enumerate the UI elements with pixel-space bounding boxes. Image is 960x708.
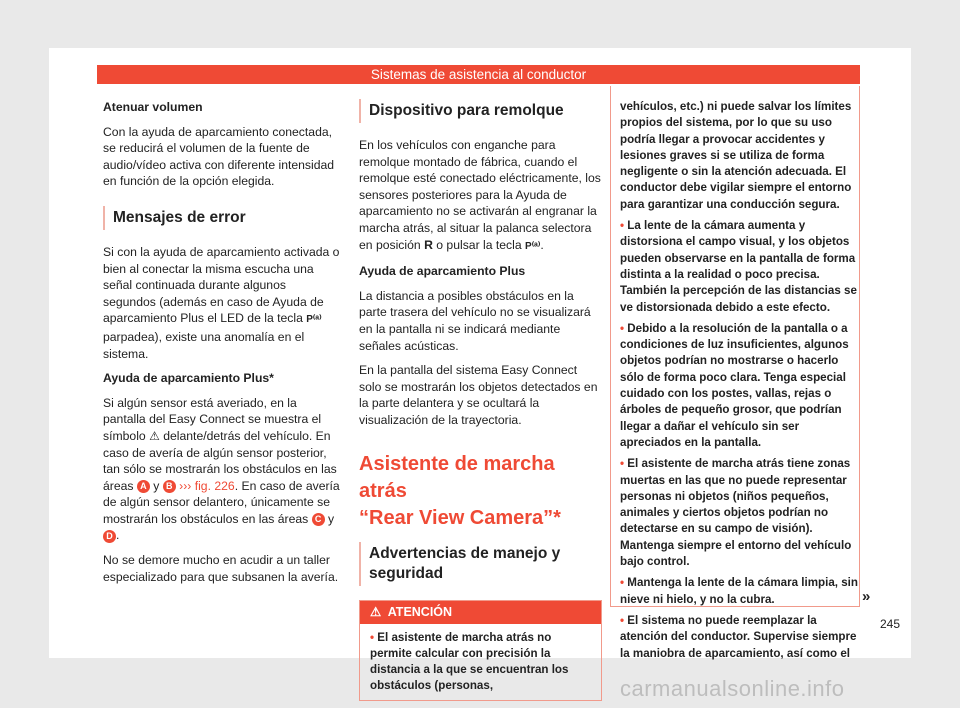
remolque-paragraph: En los vehículos con enganche para remolque montado de fábrica, cuando el remolque esté conectado eléctricamente, los sensores posteriores para la Ayuda de aparcamiento no se activarán al engranar la marcha atrás, al situar la palanca selectora en posición R o pulsar la tecla P⁽ᵃ⁾. [359,138,601,252]
bullet-icon: • [620,613,625,627]
bullet-icon: • [620,321,625,335]
warning-bullet: • La lente de la cámara aumenta y distorsiona el campo visual, y los objetos pueden observarse en la pantalla de forma distinta a la realidad o poco precisa. También la percepción de las distancias se ve distorsionada debido a este efecto. [620,219,857,314]
section-header: Sistemas de asistencia al conductor [97,65,860,84]
plus-paragraph: La distancia a posibles obstáculos en la parte trasera del vehículo no se visualizará en la pantalla ni se indicará mediante señales acústicas. [359,288,591,353]
area-badge-b: B [163,480,176,493]
mensajes-paragraph: Si con la ayuda de aparcamiento activada o bien al conectar la misma escucha una señal continuada durante algunos segundos (además en caso de Ayuda de aparcamiento Plus el LED de la tecla P⁽ᵃ⁾ parpadea), existe una anomalía en el sistema. [103,244,340,361]
page-number: 245 [880,617,901,631]
bullet-icon: • [620,457,625,471]
atenuar-heading: Atenuar volumen [103,100,203,114]
column-left [103,99,341,593]
figure-link[interactable]: ››› fig. 226 [179,478,235,493]
area-badge-a: A [137,480,150,493]
column-middle [359,99,602,701]
warning-bullet: • Mantenga la lente de la cámara limpia, sin nieve ni hielo, y no la cubra. [620,576,858,606]
atencion-box [359,600,602,701]
continue-arrow-icon: » [862,588,871,605]
bullet-icon: • [620,219,625,233]
warning-triangle-icon: ⚠ [370,604,382,619]
area-badge-d: D [103,530,116,543]
column-right [620,99,858,667]
main-heading: Asistente de marcha atrás “Rear View Camera”* [359,452,561,529]
parking-key-icon: P⁽ᵃ⁾ [525,240,541,252]
bullet-icon: • [370,630,375,644]
warning-paragraph: vehículos, etc.) ni puede salvar los límites propios del sistema, por lo que su uso podría llegar a provocar accidentes y lesiones graves si se utiliza de forma negligente o sin la atención adecuada. El conductor debe vigilar siempre el entorno para garantizar una conducción segura. [620,100,852,211]
warning-triangle-icon: ⚠ [149,428,160,443]
remolque-heading: Dispositivo para remolque [359,99,602,123]
warning-bullet: • Debido a la resolución de la pantalla o a condiciones de luz insuficientes, algunos objetos podrían no mostrarse o hacerlo sólo de forma poco clara. Tenga especial cuidado con los postes, vallas, rejas o árboles de pequeño grosor, que podrían llegar a dañar el vehículo sin ser apreciados en la pantalla. [620,321,849,449]
atenuar-paragraph: Con la ayuda de aparcamiento conectada, se reducirá el volumen de la fuente de audio/vídeo activa con diferente intensidad en función de la opción elegida. [103,124,335,189]
parking-key-icon: P⁽ᵃ⁾ [306,314,322,326]
warning-bullet: • El asistente de marcha atrás tiene zonas muertas en las que no puede representar personas ni objetos (niños pequeños, animales y ciertos objetos podrían no detectarse en su campo de visión). Mantenga siempre el entorno del vehículo bajo control. [620,457,852,569]
warning-bullet: • El sistema no puede reemplazar la atención del conductor. Supervise siempre la maniobra de aparcamiento, así como el [620,613,857,660]
area-badge-c: C [312,513,325,526]
plus-heading: Ayuda de aparcamiento Plus* [103,371,274,386]
watermark: carmanualsonline.info [620,676,845,701]
plus-heading: Ayuda de aparcamiento Plus [359,264,526,279]
bullet-icon: • [620,576,625,590]
plus-paragraph: Si algún sensor está averiado, en la pantalla del Easy Connect se muestra el símbolo ⚠ delante/detrás del vehículo. En caso de avería de algún sensor posterior, tan sólo se mostrarán los obstáculos en las áreas A y B ››› fig. 226. En caso de avería de algún sensor delantero, únicamente se mostrarán los obstáculos en las áreas C y D . [103,395,340,543]
easy-connect-paragraph: En la pantalla del sistema Easy Connect solo se mostrarán los objetos detectados en la parte delantera y se ocultará la visualización de la trayectoria. [359,363,598,427]
atencion-body: • El asistente de marcha atrás no permite calcular con precisión la distancia a la que se encuentran los obstáculos (personas, [370,630,569,692]
advertencias-heading: Advertencias de manejo y seguridad [359,542,602,586]
mensajes-heading: Mensajes de error [103,206,341,230]
atencion-header: ⚠ ATENCIÓN [360,601,601,624]
demore-paragraph: No se demore mucho en acudir a un taller especializado para que subsanen la avería. [103,553,339,584]
